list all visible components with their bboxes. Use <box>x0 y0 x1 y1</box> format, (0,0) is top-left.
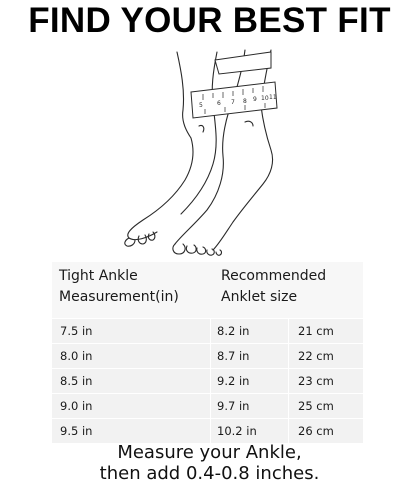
header-ankle-measurement: Tight Ankle Measurement(in) <box>59 268 179 305</box>
ankle-cell: 8.0 in <box>60 349 93 363</box>
table-row <box>52 418 363 443</box>
header-recommended-size: Recommended Anklet size <box>221 268 327 305</box>
instruction-line-2: then add 0.4-0.8 inches. <box>99 463 320 484</box>
svg-text:10: 10 <box>261 95 269 102</box>
anklet-inch-cell: 10.2 in <box>217 424 257 438</box>
measure-instructions <box>0 442 419 484</box>
table-row <box>52 368 363 393</box>
ankle-cell: 7.5 in <box>60 324 93 338</box>
instruction-line-1: Measure your Ankle, <box>117 442 302 463</box>
anklet-inch-cell: 8.7 in <box>217 349 250 363</box>
anklet-cm-cell: 25 cm <box>298 399 334 413</box>
ankle-cell: 8.5 in <box>60 374 93 388</box>
ankle-cell: 9.5 in <box>60 424 93 438</box>
svg-text:8: 8 <box>243 98 247 105</box>
svg-text:11: 11 <box>269 94 277 101</box>
table-header <box>52 262 363 312</box>
table-body <box>52 318 363 443</box>
anklet-inch-cell: 9.2 in <box>217 374 250 388</box>
table-row <box>52 393 363 418</box>
size-chart-table <box>52 262 363 443</box>
anklet-cm-cell: 21 cm <box>298 324 334 338</box>
svg-text:6: 6 <box>217 100 221 107</box>
anklet-cm-cell: 26 cm <box>298 424 334 438</box>
svg-text:5: 5 <box>199 102 203 109</box>
ankle-cell: 9.0 in <box>60 399 93 413</box>
anklet-inch-cell: 8.2 in <box>217 324 250 338</box>
anklet-cm-cell: 23 cm <box>298 374 334 388</box>
anklet-cm-cell: 22 cm <box>298 349 334 363</box>
page-title: FIND YOUR BEST FIT <box>28 1 391 40</box>
svg-text:7: 7 <box>231 99 235 106</box>
svg-text:9: 9 <box>253 96 257 103</box>
table-row <box>52 343 363 368</box>
feet-with-measuring-tape-icon <box>95 48 335 260</box>
table-row <box>52 318 363 343</box>
anklet-inch-cell: 9.7 in <box>217 399 250 413</box>
